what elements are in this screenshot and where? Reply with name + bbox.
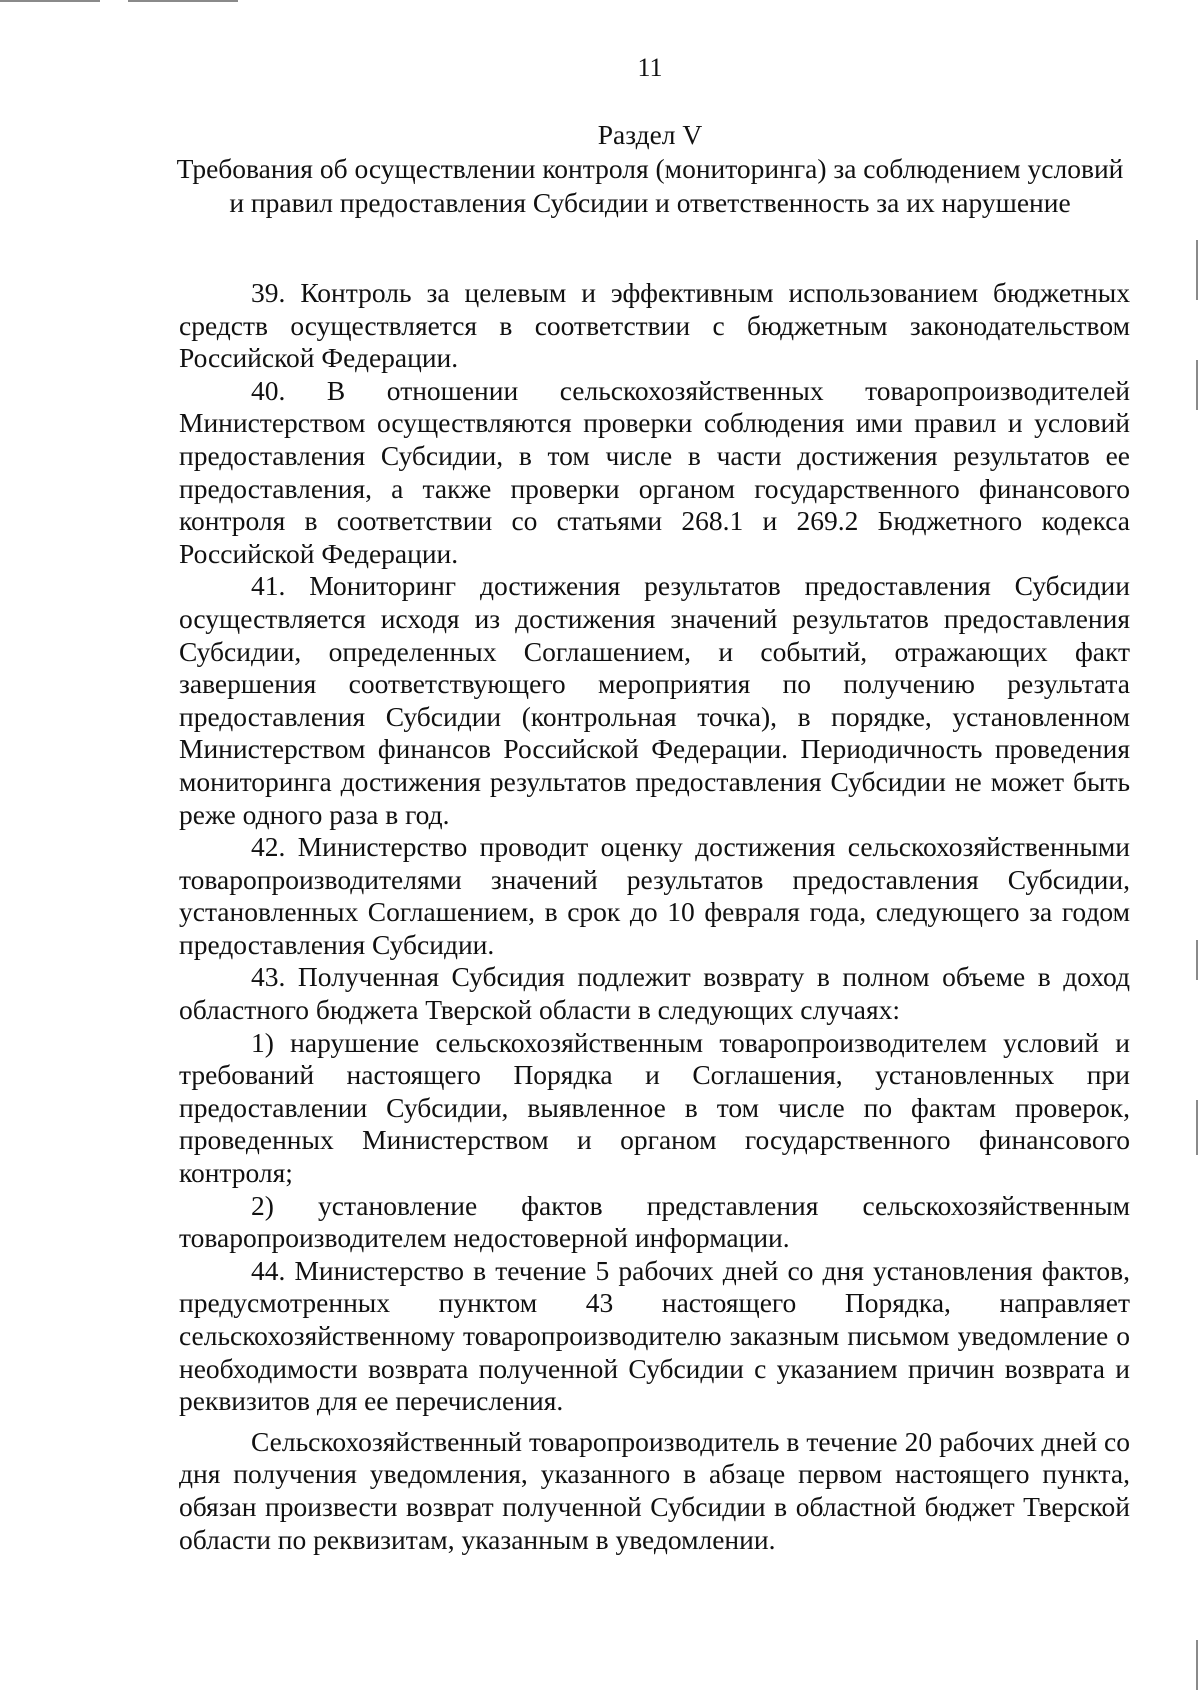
document-body bbox=[179, 277, 1130, 1556]
paragraph-42: 42. Министерство проводит оценку достижения сельскохозяйственными товаропроизводителями значений результатов предоставления Субсидии, установленных Соглашением, в срок до 10 февраля года, следующего за годом предоставления Субсидии. bbox=[179, 831, 1130, 960]
scan-edge-mark bbox=[128, 0, 238, 2]
scan-edge-mark bbox=[0, 0, 100, 2]
section-subtitle: Требования об осуществлении контроля (мониторинга) за соблюдением условий и правил предоставления Субсидии и ответственность за их нарушение bbox=[176, 153, 1124, 218]
scan-edge-mark bbox=[1196, 360, 1198, 410]
section-title: Раздел V bbox=[597, 119, 703, 150]
scan-edge-mark bbox=[1196, 1100, 1198, 1155]
paragraph-43: 43. Полученная Субсидия подлежит возврату в полном объеме в доход областного бюджета Тверской области в следующих случаях: bbox=[179, 961, 1130, 1026]
paragraph-43-item-1: 1) нарушение сельскохозяйственным товаропроизводителем условий и требований настоящего Порядка и Соглашения, установленных при предоставлении Субсидии, выявленное в том числе по фактам проверок, проведенных Министерством и органом государственного финансового контроля; bbox=[179, 1026, 1130, 1189]
paragraph-39: 39. Контроль за целевым и эффективным использованием бюджетных средств осуществляется в соответствии с бюджетным законодательством Российской Федерации. bbox=[179, 277, 1130, 374]
paragraph-44-second: Сельскохозяйственный товаропроизводитель в течение 20 рабочих дней со дня получения уведомления, указанного в абзаце первом настоящего пункта, обязан произвести возврат полученной Субсидии в областной бюджет Тверской области по реквизитам, указанным в уведомлении. bbox=[179, 1425, 1130, 1555]
scan-edge-mark bbox=[1196, 940, 1198, 980]
section-heading bbox=[160, 118, 1140, 220]
paragraph-44: 44. Министерство в течение 5 рабочих дней со дня установления фактов, предусмотренных пунктом 43 настоящего Порядка, направляет сельскохозяйственному товаропроизводителю заказным письмом уведомление о необходимости возврата полученной Субсидии с указанием причин возврата и реквизитов для ее перечисления. bbox=[179, 1254, 1130, 1417]
paragraph-40: 40. В отношении сельскохозяйственных товаропроизводителей Министерством осуществляются проверки соблюдения ими правил и условий предоставления Субсидии, в том числе в части достижения результатов ее предоставления, а также проверки органом государственного финансового контроля в соответствии со статьями 268.1 и 269.2 Бюджетного кодекса Российской Федерации. bbox=[179, 374, 1130, 569]
paragraph-43-item-2: 2) установление фактов представления сельскохозяйственным товаропроизводителем недостоверной информации. bbox=[179, 1189, 1130, 1254]
scan-edge-mark bbox=[1196, 1640, 1198, 1690]
scan-edge-mark bbox=[1196, 240, 1198, 300]
paragraph-41: 41. Мониторинг достижения результатов предоставления Субсидии осуществляется исходя из достижения значений результатов предоставления Субсидии, определенных Соглашением, и событий, отражающих факт завершения соответствующего мероприятия по получению результата предоставления Субсидии (контрольная точка), в порядке, установленном Министерством финансов Российской Федерации. Периодичность проведения мониторинга достижения результатов предоставления Субсидии не может быть реже одного раза в год. bbox=[179, 570, 1130, 830]
page-number: 11 bbox=[637, 53, 663, 82]
